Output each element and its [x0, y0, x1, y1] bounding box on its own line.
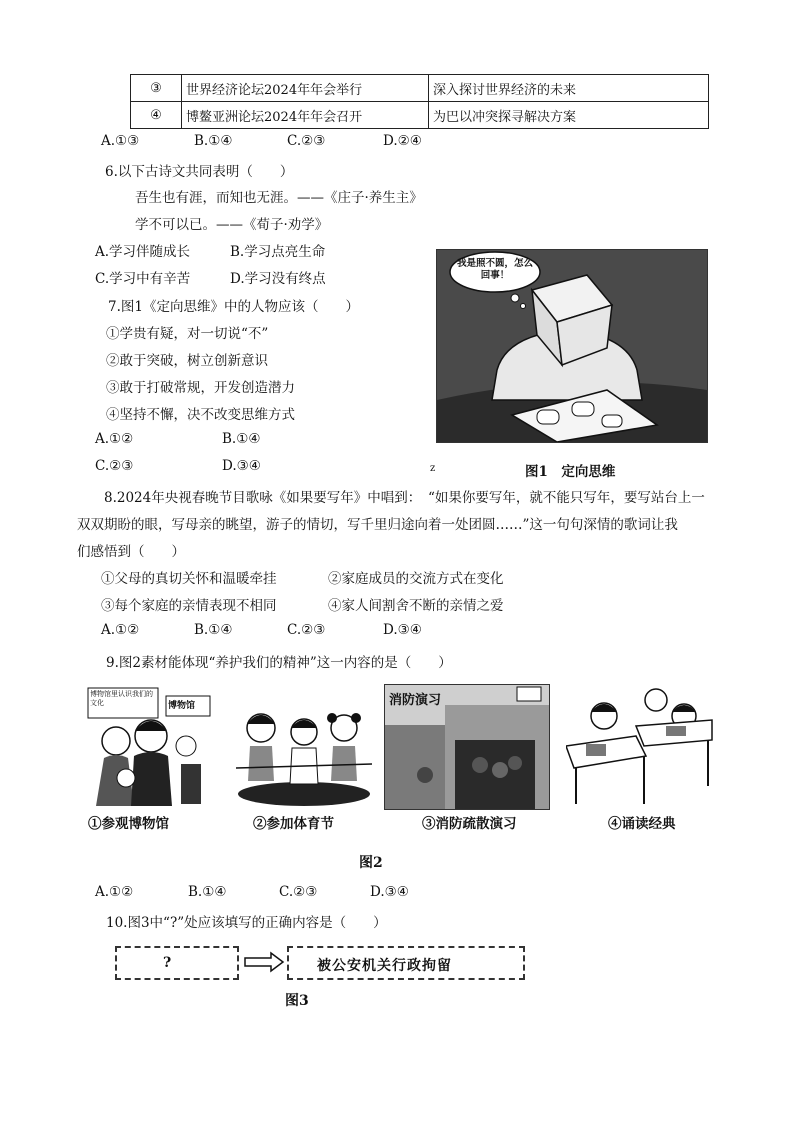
q9-option-d: D.③④ [370, 884, 409, 900]
q8-item-3: ③每个家庭的亲情表现不相同 [101, 598, 277, 614]
q6-quote-2: 学不可以已。——《荀子·劝学》 [135, 217, 329, 233]
q5-option-b: B.①④ [194, 133, 233, 149]
q5-option-a: A.①③ [101, 133, 140, 149]
figure-3-label: 图3 [285, 993, 309, 1009]
museum-poster: 博物馆里认识我们的文化 [90, 690, 153, 707]
q7-item-4: ④坚持不懈，决不改变思维方式 [106, 407, 295, 423]
q8-option-b: B.①④ [194, 622, 233, 638]
panel-3-caption: ③消防疏散演习 [422, 816, 517, 832]
q9-stem: 9.图2素材能体现“养护我们的精神”这一内容的是（ ） [106, 655, 452, 671]
q6-option-d: D.学习没有终点 [230, 271, 326, 287]
question-mark: ? [163, 955, 172, 971]
panel-4-caption: ④诵读经典 [608, 816, 676, 832]
sports-festival-illustration [236, 706, 372, 808]
q5-option-d: D.②④ [383, 133, 422, 149]
q7-option-d: D.③④ [222, 458, 261, 474]
speech-bubble-text: 我是照不圆，怎么回事！ [457, 258, 534, 281]
q8-option-a: A.①② [101, 622, 140, 638]
events-table [130, 74, 709, 129]
museum-sign: 博物馆 [168, 701, 196, 711]
figure-2-label: 图2 [359, 855, 383, 871]
q7-item-1: ①学贵有疑，对一切说“不” [106, 326, 269, 342]
q7-stem: 7.图1《定向思维》中的人物应该（ ） [108, 299, 359, 315]
row-description: 为巴以冲突探寻解决方案 [429, 102, 709, 129]
row-number: ④ [131, 102, 182, 129]
classroom-reading-illustration [566, 686, 714, 808]
q7-item-3: ③敢于打破常规，开发创造潜力 [106, 380, 295, 396]
row-description: 深入探讨世界经济的未来 [429, 75, 709, 102]
q8-stem-line-3: 们感悟到（ ） [77, 544, 185, 560]
q6-option-a: A.学习伴随成长 [95, 244, 191, 260]
q8-stem-line-1: 8.2024年央视春晚节目歌咏《如果要写年》中唱到： “如果你要写年，就不能只写年，要写站台上一 [104, 490, 705, 506]
q6-option-b: B.学习点亮生命 [230, 244, 326, 260]
consequence-text: 被公安机关行政拘留 [317, 958, 452, 974]
row-number: ③ [131, 75, 182, 102]
q8-option-d: D.③④ [383, 622, 422, 638]
figure-1-cartoon [436, 249, 708, 443]
figure-1-caption: 图1 定向思维 [525, 464, 616, 480]
q7-item-2: ②敢于突破，树立创新意识 [106, 353, 268, 369]
q7-option-a: A.①② [95, 431, 134, 447]
fire-drill-sign: 消防演习 [389, 693, 442, 708]
q8-option-c: C.②③ [287, 622, 326, 638]
q8-stem-line-2: 双双期盼的眼，写母亲的眺望，游子的情切，写千里归途向着一处团圆……”这一句句深情的歌词让我 [77, 517, 678, 533]
q6-quote-1: 吾生也有涯，而知也无涯。——《庄子·养生主》 [135, 190, 423, 206]
q5-option-c: C.②③ [287, 133, 326, 149]
right-arrow-icon [243, 951, 285, 973]
stray-mark: z [430, 463, 436, 474]
unknown-box [115, 946, 239, 980]
panel-classic-reading [566, 686, 714, 808]
q9-option-b: B.①④ [188, 884, 227, 900]
consequence-box [287, 946, 525, 980]
row-event: 博鳌亚洲论坛2024年年会召开 [182, 102, 429, 129]
q8-item-4: ④家人间割舍不断的亲情之爱 [328, 598, 504, 614]
q8-item-1: ①父母的真切关怀和温暖牵挂 [101, 571, 277, 587]
q7-option-c: C.②③ [95, 458, 134, 474]
table-row [131, 75, 709, 102]
q8-item-2: ②家庭成员的交流方式在变化 [328, 571, 504, 587]
panel-1-caption: ①参观博物馆 [88, 816, 169, 832]
q10-stem: 10.图3中“?”处应该填写的正确内容是（ ） [106, 915, 387, 931]
q6-stem: 6.以下古诗文共同表明（ ） [105, 164, 294, 180]
panel-fire-drill [384, 684, 550, 810]
panel-2-caption: ②参加体育节 [253, 816, 334, 832]
q9-option-c: C.②③ [279, 884, 318, 900]
table-row [131, 102, 709, 129]
panel-museum-visit [86, 686, 216, 808]
q6-option-c: C.学习中有辛苦 [95, 271, 191, 287]
row-event: 世界经济论坛2024年年会举行 [182, 75, 429, 102]
panel-sports-festival [236, 706, 372, 808]
q7-option-b: B.①④ [222, 431, 261, 447]
q9-option-a: A.①② [95, 884, 134, 900]
